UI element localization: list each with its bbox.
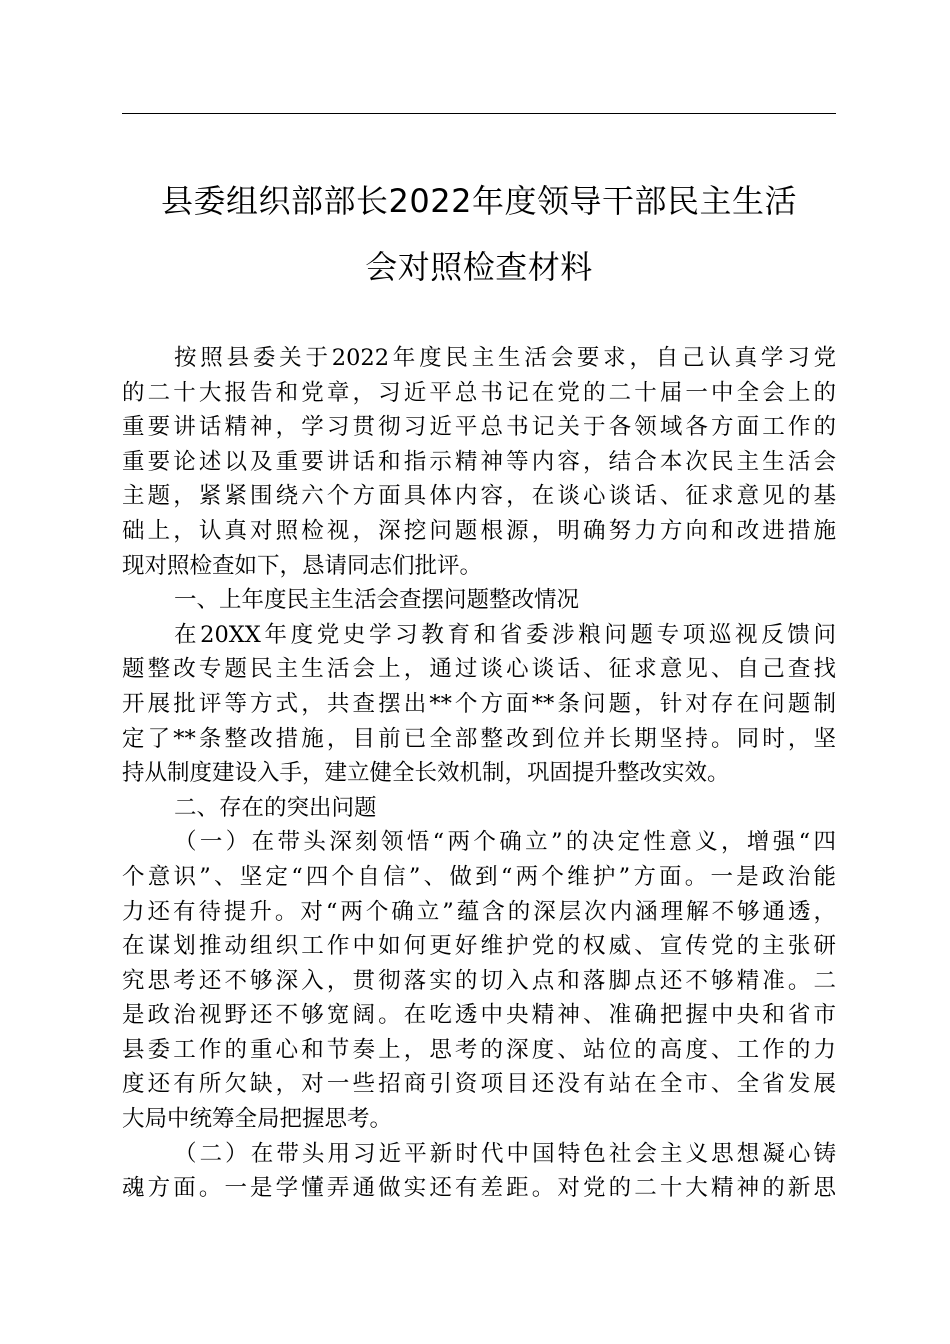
- document-title: [122, 168, 836, 300]
- paragraph-intro: [122, 341, 836, 583]
- text-line: 开展批评等方式，共查摆出**个方面**条问题，针对存在问题制: [122, 690, 836, 717]
- text-line: （二）在带头用习近平新时代中国特色社会主义思想凝心铸: [174, 1140, 836, 1167]
- text-line: 在谋划推动组织工作中如何更好维护党的权威、宣传党的主张研: [122, 933, 836, 960]
- header-rule: [122, 113, 836, 114]
- text-line: 的二十大报告和党章，习近平总书记在党的二十届一中全会上的: [122, 379, 836, 406]
- text-line: 县委工作的重心和节奏上，思考的深度、站位的高度、工作的力: [122, 1036, 836, 1063]
- text-line: 二、存在的突出问题: [174, 794, 377, 821]
- document-body: [122, 341, 836, 1206]
- paragraph-rectification: [122, 618, 836, 791]
- text-line: 题整改专题民主生活会上，通过谈心谈话、征求意见、自己查找: [122, 656, 836, 683]
- text-line: 在20XX年度党史学习教育和省委涉粮问题专项巡视反馈问: [174, 621, 836, 648]
- text-line: 重要论述以及重要讲话和指示精神等内容，结合本次民主生活会: [122, 448, 836, 475]
- section-heading-1: [122, 583, 836, 618]
- text-line: 一、上年度民主生活会查摆问题整改情况: [174, 587, 580, 614]
- text-line: 定了**条整改措施，目前已全部整改到位并长期坚持。同时，坚: [122, 725, 836, 752]
- text-line: 持从制度建设入手，建立健全长效机制，巩固提升整改实效。: [122, 760, 730, 787]
- text-line: 是政治视野还不够宽阔。在吃透中央精神、准确把握中央和省市: [122, 1002, 836, 1029]
- text-line: 现对照检查如下，恳请同志们批评。: [122, 552, 483, 579]
- text-line: 度还有所欠缺，对一些招商引资项目还没有站在全市、全省发展: [122, 1071, 836, 1098]
- text-line: 魂方面。一是学懂弄通做实还有差距。对党的二十大精神的新思: [122, 1175, 836, 1202]
- paragraph-issue-2: [122, 1137, 836, 1206]
- text-line: 主题，紧紧围绕六个方面具体内容，在谈心谈话、征求意见的基: [122, 483, 836, 510]
- text-line: 大局中统筹全局把握思考。: [122, 1106, 393, 1133]
- text-line: 力还有待提升。对“两个确立”蕴含的深层次内涵理解不够通透，: [122, 898, 836, 925]
- text-line: （一）在带头深刻领悟“两个确立”的决定性意义，增强“四: [174, 829, 836, 856]
- text-line: 个意识”、坚定“四个自信”、做到“两个维护”方面。一是政治能: [122, 863, 836, 890]
- text-line: 重要讲话精神，学习贯彻习近平总书记关于各领域各方面工作的: [122, 414, 836, 441]
- paragraph-issue-1: [122, 825, 836, 1136]
- title-line: 会对照检查材料: [365, 248, 593, 286]
- section-heading-2: [122, 791, 836, 826]
- text-line: 按照县委关于2022年度民主生活会要求，自己认真学习党: [174, 345, 836, 371]
- text-line: 究思考还不够深入，贯彻落实的切入点和落脚点还不够精准。二: [122, 967, 836, 994]
- text-line: 础上，认真对照检视，深挖问题根源，明确努力方向和改进措施: [122, 517, 836, 544]
- title-line: 县委组织部部长2022年度领导干部民主生活: [161, 182, 797, 220]
